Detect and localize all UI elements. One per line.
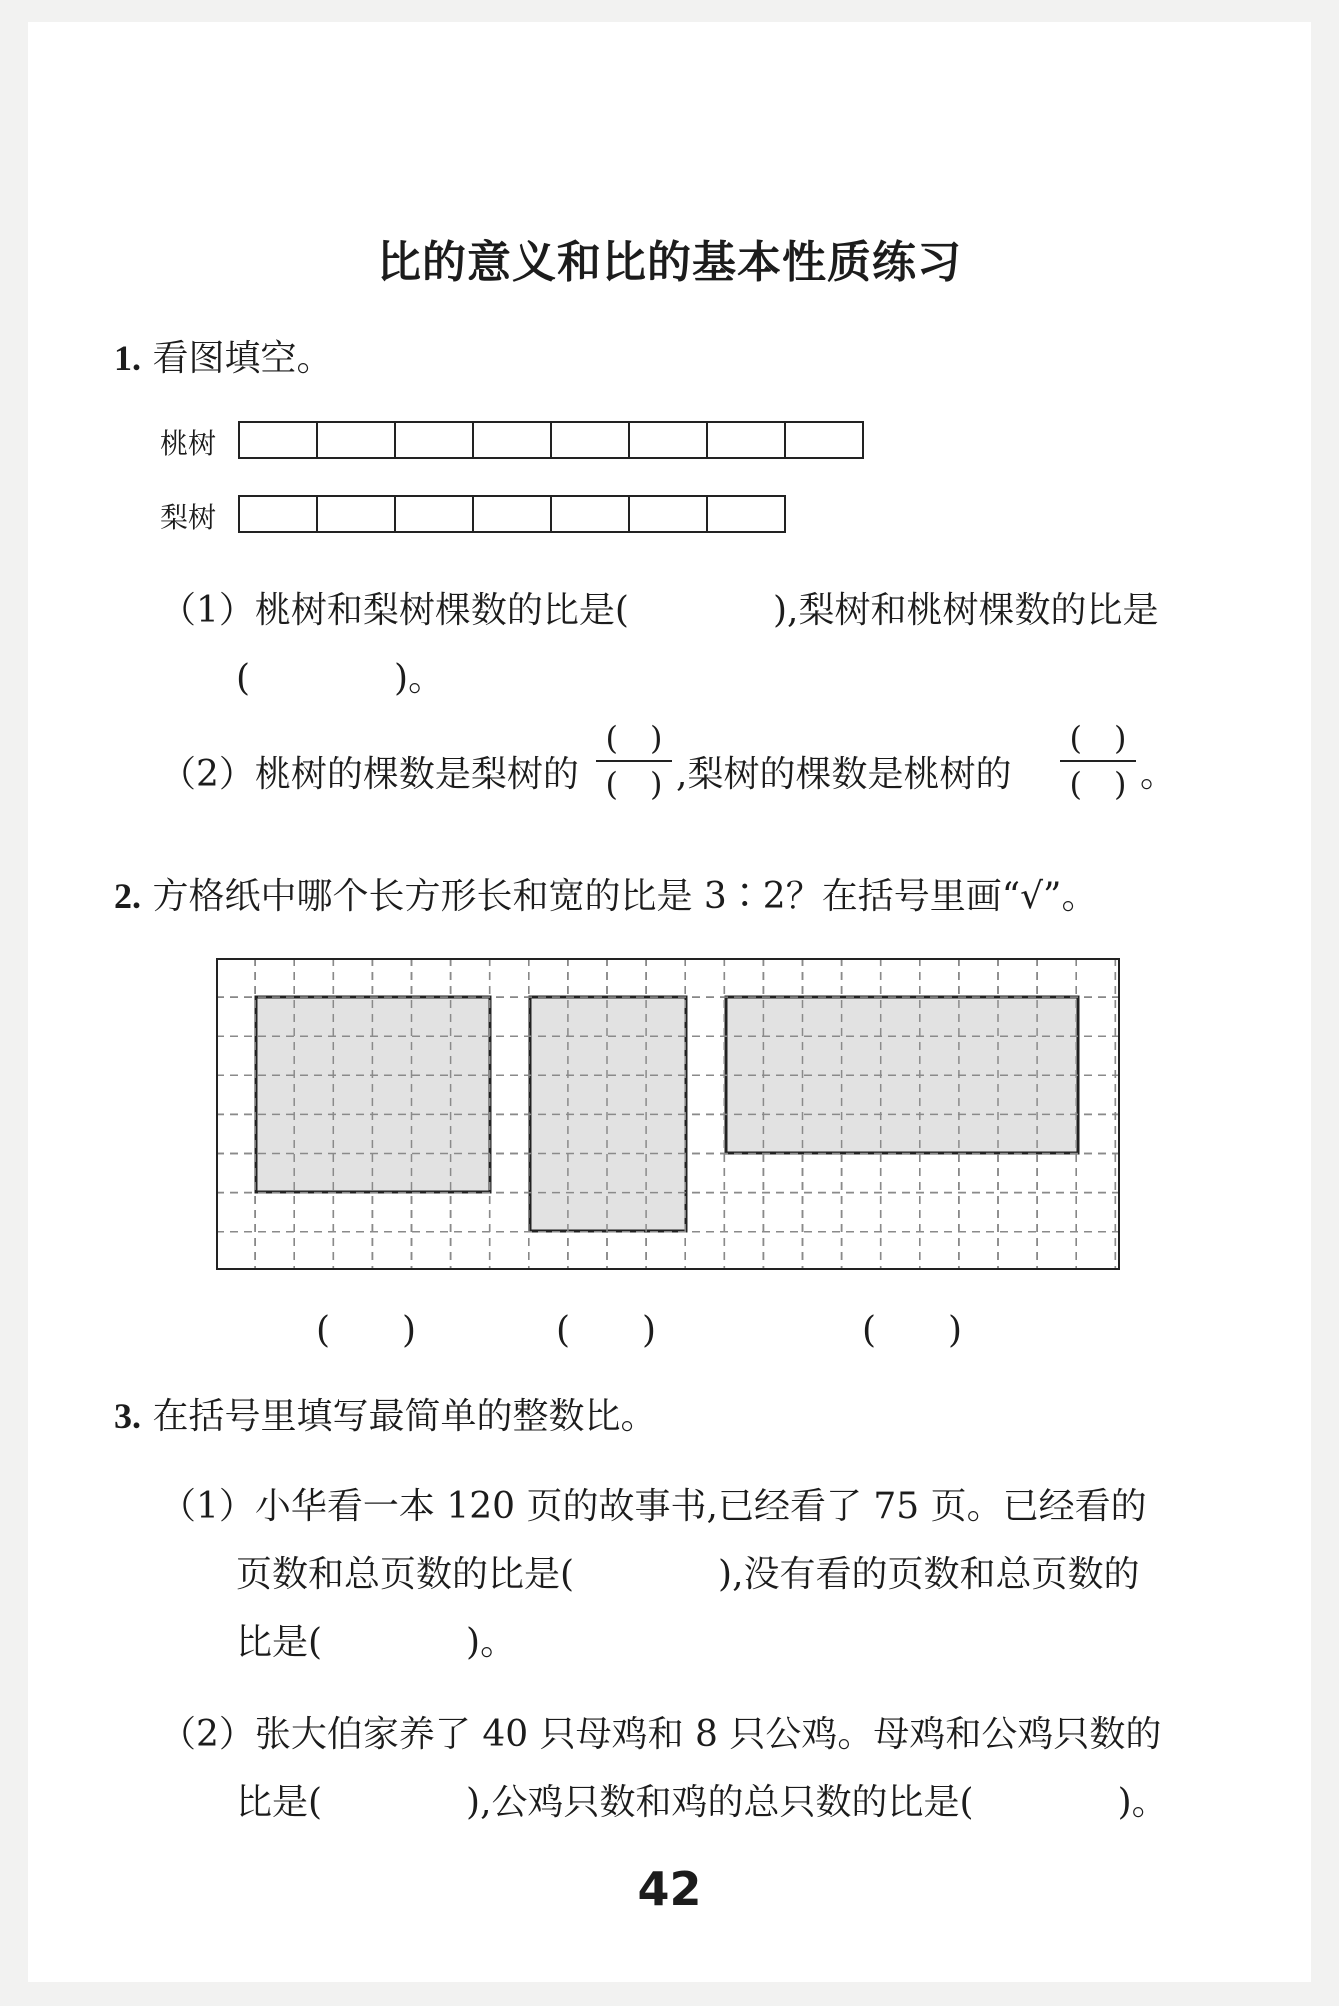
rectangle-a — [256, 997, 490, 1192]
pear-label: 梨树 — [160, 501, 217, 534]
peach-tree-unit — [238, 421, 318, 459]
peach-tree-unit — [784, 421, 864, 459]
page-title: 比的意义和比的基本性质练习 — [377, 237, 962, 288]
question-3-prompt: 在括号里填写最简单的整数比。 — [152, 1396, 657, 1437]
q1-part1-line2: ( )。 — [236, 658, 445, 699]
q3-part1-line1: （1）小华看一本 120 页的故事书,已经看了 75 页。已经看的 — [160, 1486, 1147, 1527]
fraction-blank-2[interactable] — [1060, 718, 1136, 804]
q1-part2-text-a: （2）桃树的棵数是梨树的 — [160, 754, 579, 795]
question-1-heading — [114, 330, 332, 381]
peach-tree-unit — [550, 421, 630, 459]
q3-part1-line3: 比是( )。 — [236, 1622, 517, 1663]
question-3-heading — [114, 1388, 656, 1439]
fraction-denominator: ( ) — [605, 765, 663, 803]
fraction-blank-1[interactable] — [596, 718, 672, 804]
fraction-denominator: ( ) — [1069, 765, 1127, 803]
q3-part2-line1: （2）张大伯家养了 40 只母鸡和 8 只公鸡。母鸡和公鸡只数的 — [160, 1714, 1162, 1755]
q3-part1-line2: 页数和总页数的比是( ),没有看的页数和总页数的 — [236, 1554, 1140, 1595]
question-3-number: 3. — [114, 1396, 141, 1436]
answer-blank-c[interactable]: ( ) — [862, 1310, 963, 1351]
fraction-numerator: ( ) — [1069, 719, 1127, 757]
pear-tree-unit — [706, 495, 786, 533]
pear-tree-unit — [472, 495, 552, 533]
q1-part2-text-b: ,梨树的棵数是桃树的 — [676, 754, 1012, 795]
peach-tree-unit — [316, 421, 396, 459]
q1-part1-line1: （1）桃树和梨树棵数的比是( ),梨树和桃树棵数的比是 — [160, 590, 1159, 631]
peach-tree-bar — [238, 421, 864, 457]
pear-tree-unit — [628, 495, 708, 533]
q3-part2-line2: 比是( ),公鸡只数和鸡的总只数的比是( )。 — [236, 1782, 1168, 1823]
fraction-bar — [596, 760, 672, 762]
pear-tree-unit — [238, 495, 318, 533]
peach-label: 桃树 — [160, 427, 217, 460]
question-2-number: 2. — [114, 876, 141, 916]
question-2-prompt: 方格纸中哪个长方形长和宽的比是 3∶2？在括号里画“√”。 — [152, 876, 1098, 917]
peach-tree-unit — [628, 421, 708, 459]
pear-tree-unit — [316, 495, 396, 533]
grid-paper — [216, 958, 1120, 1270]
pear-tree-unit — [550, 495, 630, 533]
pear-tree-bar — [238, 495, 786, 531]
peach-tree-unit — [706, 421, 786, 459]
question-1-prompt: 看图填空。 — [152, 338, 333, 379]
q1-part2-end: 。 — [1140, 754, 1177, 795]
page-number: 42 — [637, 1862, 702, 1916]
fraction-bar — [1060, 760, 1136, 762]
peach-tree-unit — [394, 421, 474, 459]
fraction-numerator: ( ) — [605, 719, 663, 757]
answer-blank-b[interactable]: ( ) — [556, 1310, 657, 1351]
answer-blank-a[interactable]: ( ) — [316, 1310, 417, 1351]
question-1-number: 1. — [114, 338, 141, 378]
pear-tree-unit — [394, 495, 474, 533]
question-2-heading — [114, 868, 1097, 919]
peach-tree-unit — [472, 421, 552, 459]
